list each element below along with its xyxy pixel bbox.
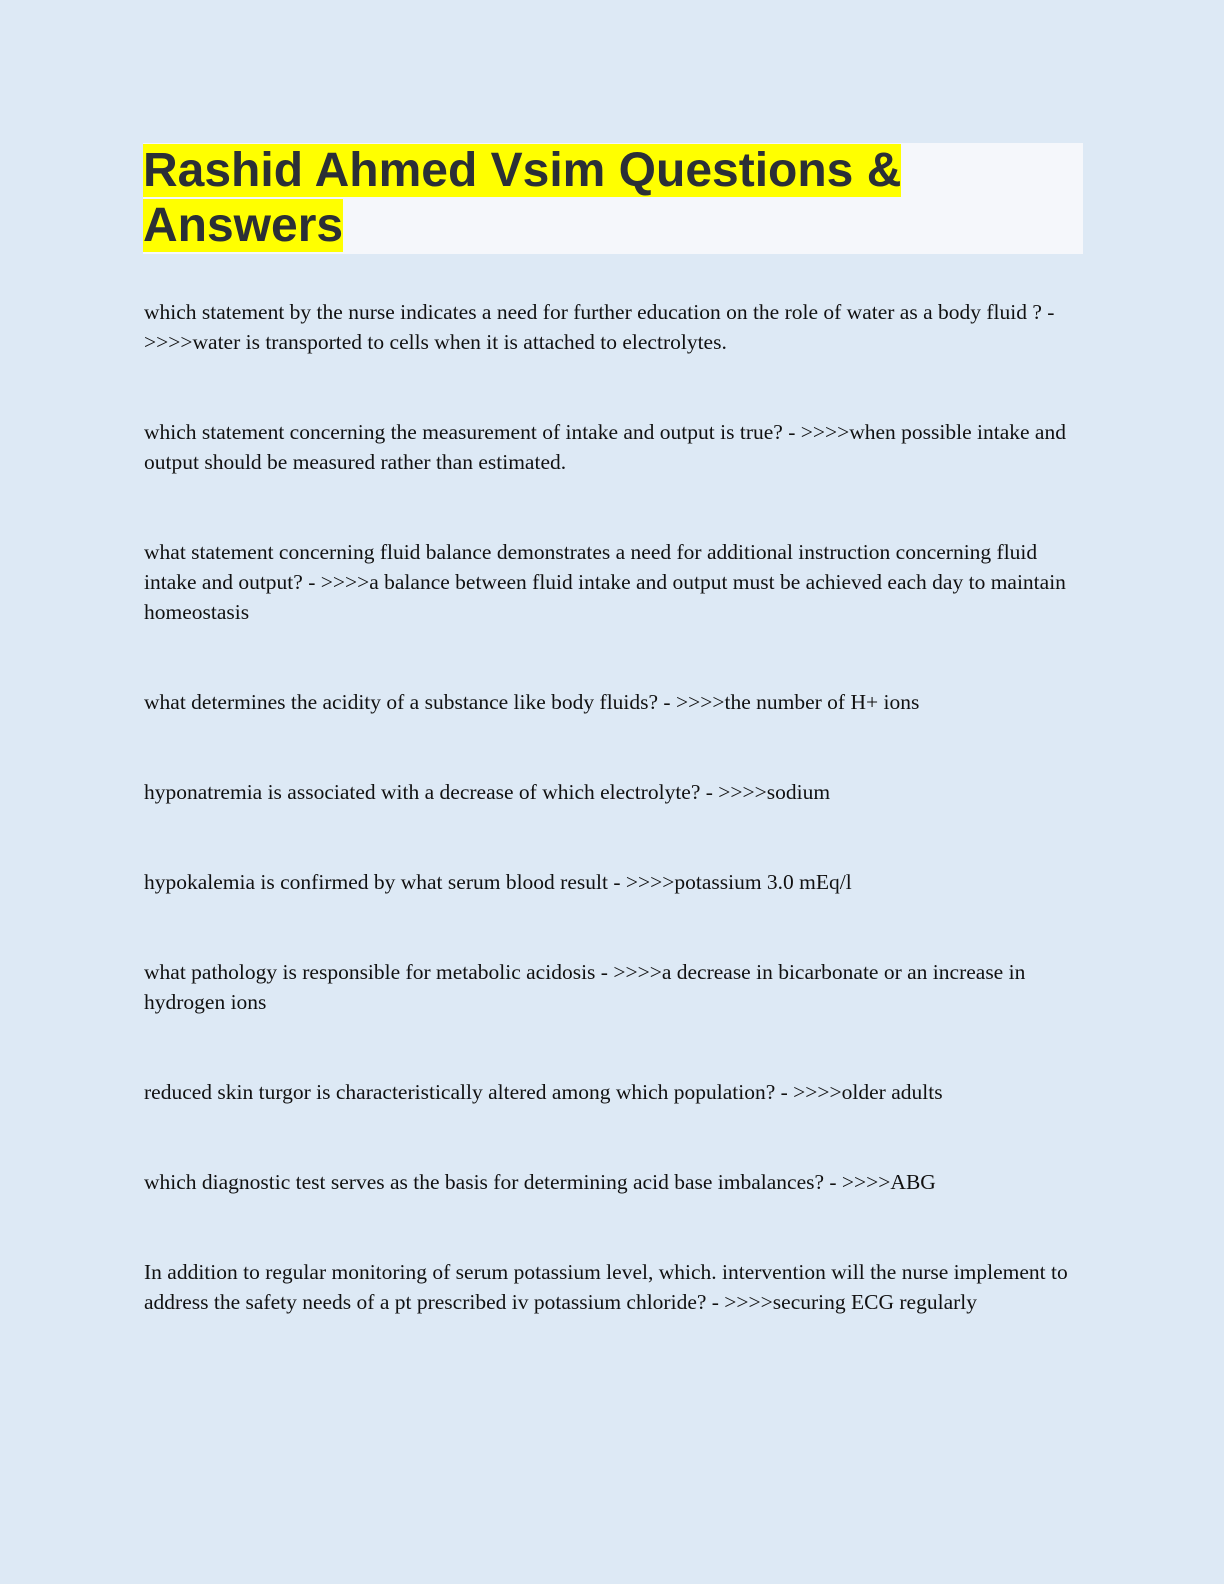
qa-list: [144, 297, 1084, 1377]
qa-item-8: reduced skin turgor is characteristically altered among which population? - >>>>older adults: [144, 1080, 943, 1104]
qa-item-1: which statement by the nurse indicates a need for further education on the role of water as a body fluid ? - >>>>water is transported to cells when it is attached to electrolytes.: [144, 300, 1055, 354]
qa-item-7: what pathology is responsible for metabolic acidosis - >>>>a decrease in bicarbonate or an increase in hydrogen ions: [144, 960, 1026, 1014]
qa-item-4: what determines the acidity of a substance like body fluids? - >>>>the number of H+ ions: [144, 690, 920, 714]
qa-item-5: hyponatremia is associated with a decrease of which electrolyte? - >>>>sodium: [144, 780, 831, 804]
qa-item-6: hypokalemia is confirmed by what serum blood result - >>>>potassium 3.0 mEq/l: [144, 870, 852, 894]
title-box: [143, 143, 1083, 254]
qa-item-10: In addition to regular monitoring of serum potassium level, which. intervention will the nurse implement to address the safety needs of a pt prescribed iv potassium chloride? - >>>>securing ECG regularly: [144, 1260, 1068, 1314]
qa-item-9: which diagnostic test serves as the basis for determining acid base imbalances? - >>>>ABG: [144, 1170, 936, 1194]
document-title: [143, 143, 1083, 253]
qa-item-2: which statement concerning the measurement of intake and output is true? - >>>>when possible intake and output should be measured rather than estimated.: [144, 420, 1066, 474]
qa-item-3: what statement concerning fluid balance demonstrates a need for additional instruction concerning fluid intake and output? - >>>>a balance between fluid intake and output must be achieved each day to maintain homeostasis: [144, 540, 1066, 624]
document-title-text: Rashid Ahmed Vsim Questions & Answers: [143, 144, 902, 252]
